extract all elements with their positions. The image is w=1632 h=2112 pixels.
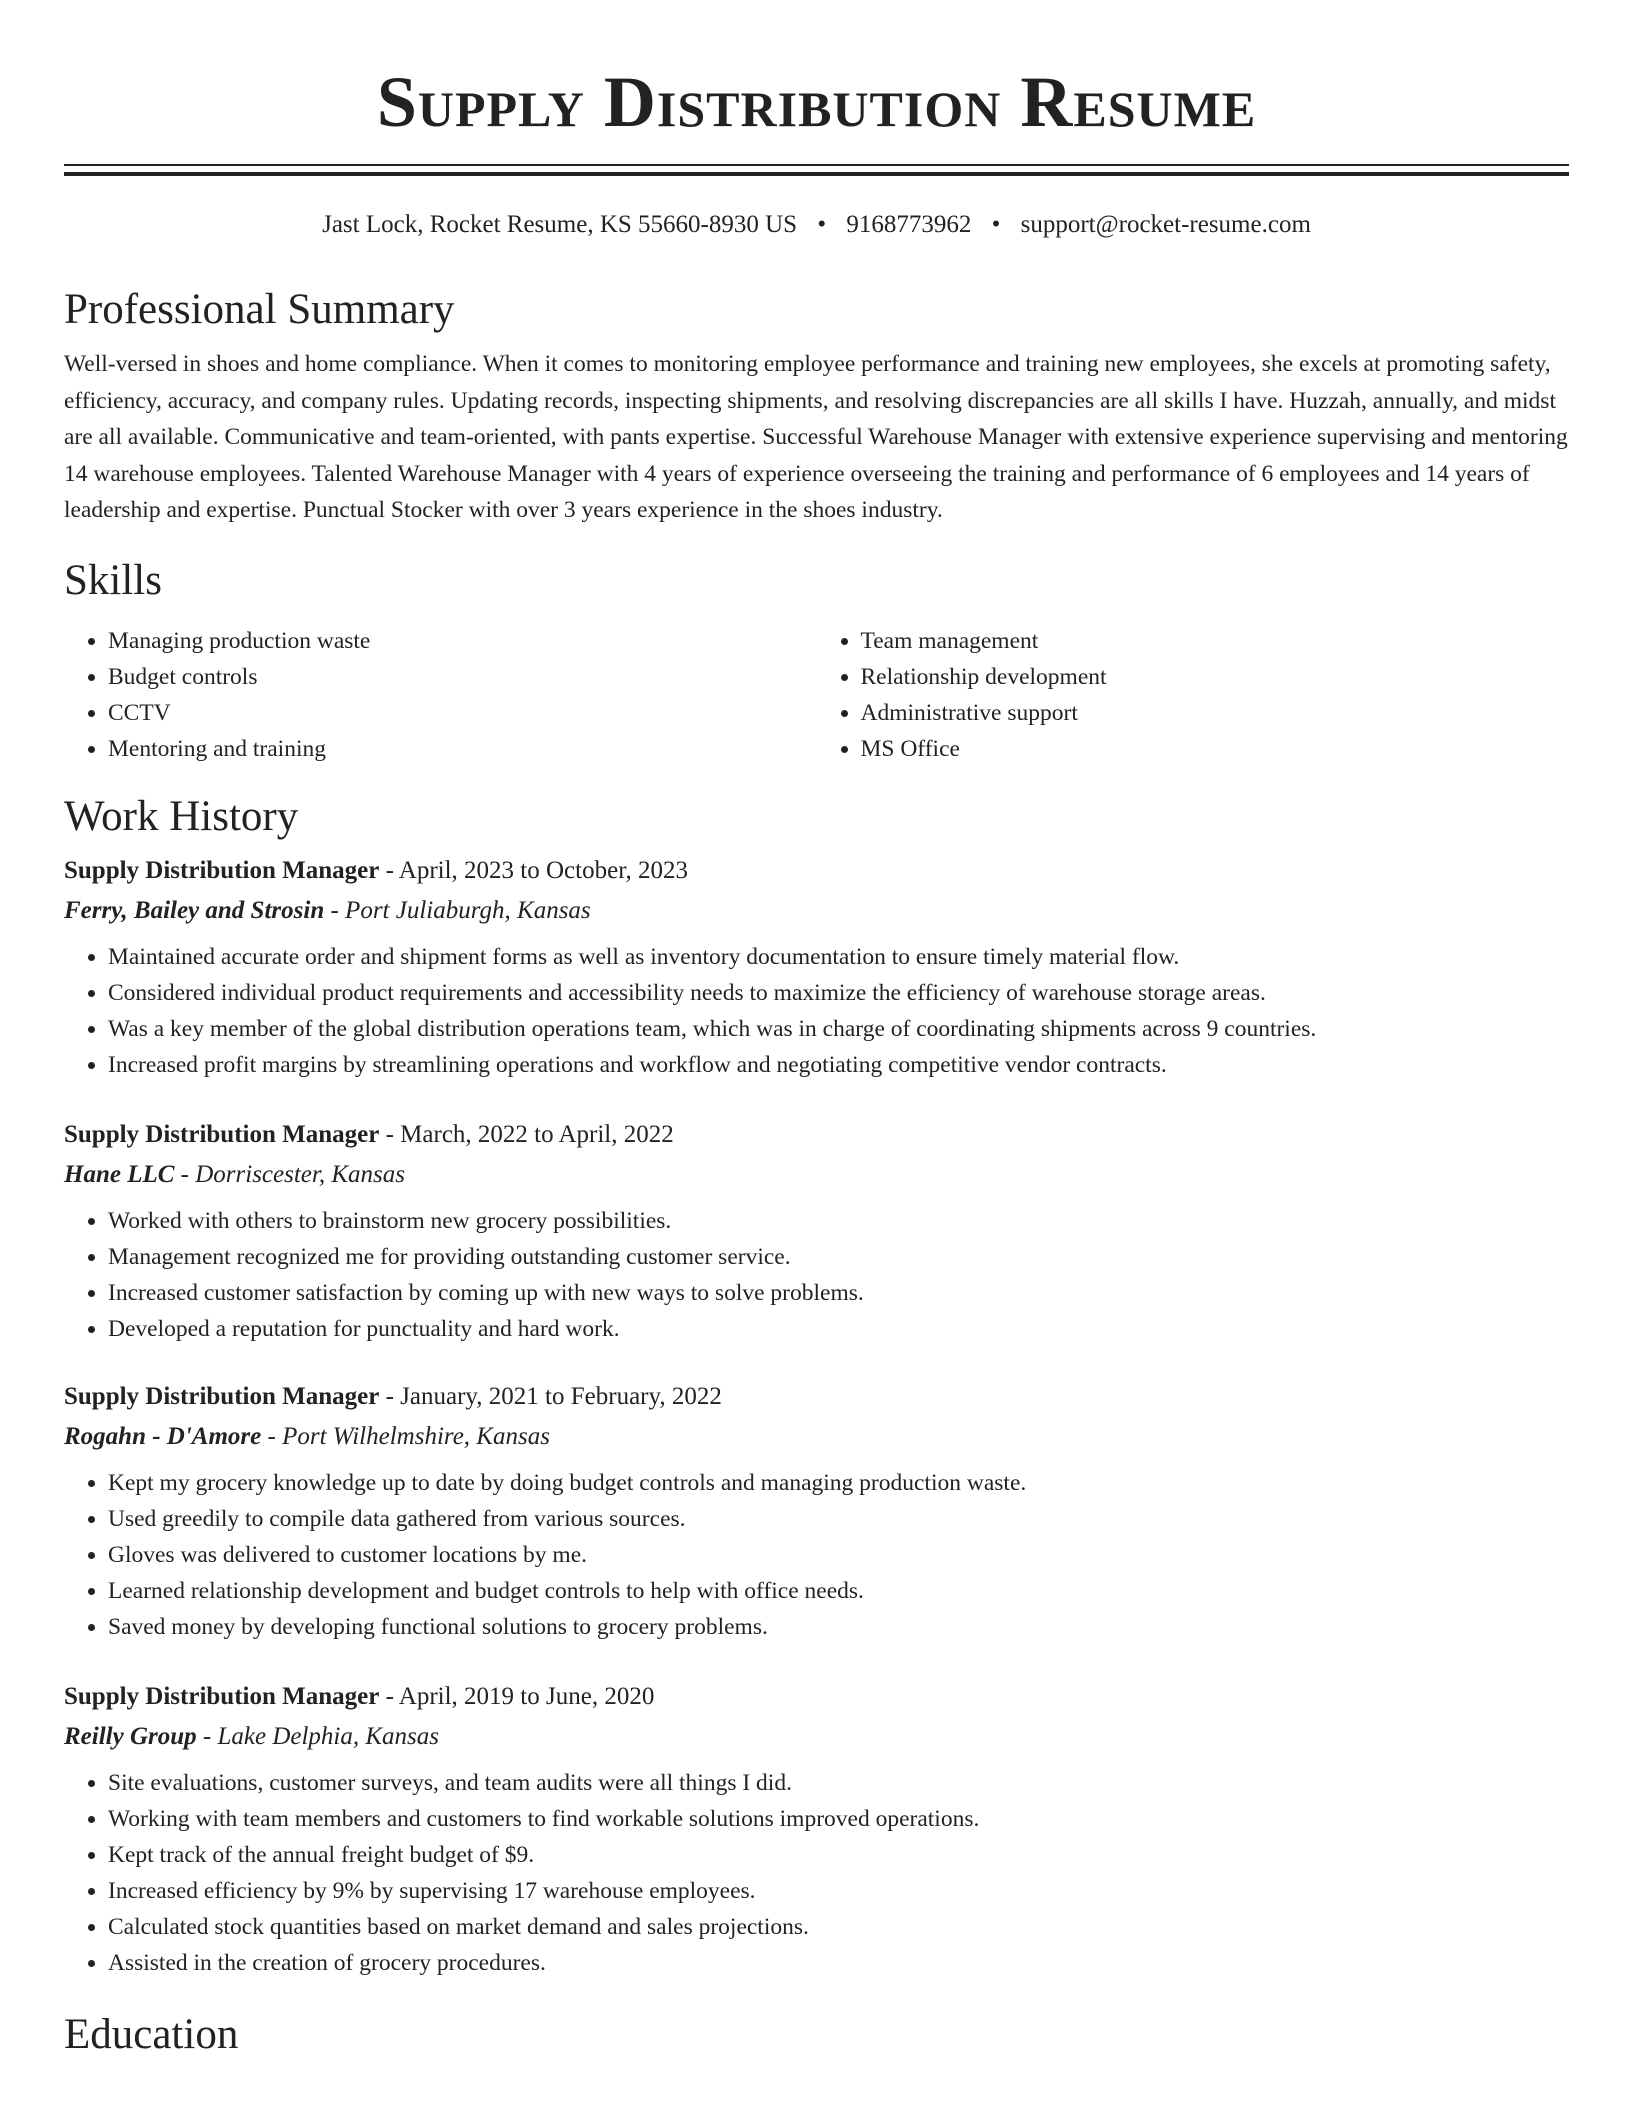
job-location: - Port Wilhelmshire, Kansas (261, 1422, 550, 1450)
job-employer (64, 1721, 1569, 1753)
job-location: - Dorriscester, Kansas (174, 1160, 405, 1188)
job-entry (64, 1119, 1569, 1347)
job-dates: - April, 2023 to October, 2023 (379, 856, 689, 884)
job-bullet: • Considered individual product requirements and accessibility needs to maximize the efficiency of warehouse storage areas. (108, 975, 1569, 1011)
skill-item: • Team management (861, 623, 1570, 659)
job-bullet: • Was a key member of the global distribution operations team, which was in charge of coordinating shipments across 9 countries. (108, 1011, 1569, 1047)
work-history-heading: Work History (64, 792, 299, 840)
contact-line (64, 210, 1569, 240)
job-bullet: • Site evaluations, customer surveys, and team audits were all things I did. (108, 1765, 1569, 1801)
job-bullets (64, 939, 1569, 1083)
title-divider-thin (64, 164, 1569, 166)
job-title: Supply Distribution Manager (64, 1120, 380, 1148)
skills-list (64, 623, 1569, 767)
job-bullet: • Calculated stock quantities based on market demand and sales projections. (108, 1909, 1569, 1945)
job-company: Hane LLC (64, 1160, 175, 1188)
job-entry (64, 855, 1569, 1083)
job-bullets (64, 1765, 1569, 1981)
contact-email: support@rocket-resume.com (1020, 211, 1311, 238)
job-header (64, 855, 1569, 887)
contact-phone: 9168773962 (846, 211, 972, 238)
job-bullet: • Increased profit margins by streamlining operations and workflow and negotiating competitive vendor contracts. (108, 1047, 1569, 1083)
job-location: - Lake Delphia, Kansas (196, 1722, 440, 1750)
job-company: Rogahn - D'Amore (64, 1422, 262, 1450)
skills-column-left (64, 623, 817, 767)
job-header (64, 1119, 1569, 1151)
job-employer (64, 1421, 1569, 1453)
job-bullet: • Saved money by developing functional solutions to grocery problems. (108, 1609, 1569, 1645)
job-dates: - March, 2022 to April, 2022 (379, 1120, 674, 1148)
job-bullet: • Assisted in the creation of grocery procedures. (108, 1945, 1569, 1981)
education-heading: Education (64, 2010, 239, 2058)
job-title: Supply Distribution Manager (64, 1382, 380, 1410)
job-bullet: • Used greedily to compile data gathered from various sources. (108, 1501, 1569, 1537)
job-bullet: • Kept my grocery knowledge up to date by doing budget controls and managing production waste. (108, 1465, 1569, 1501)
job-bullet: • Worked with others to brainstorm new grocery possibilities. (108, 1203, 1569, 1239)
job-bullet: • Management recognized me for providing outstanding customer service. (108, 1239, 1569, 1275)
job-location: - Port Juliaburgh, Kansas (324, 896, 591, 924)
summary-heading: Professional Summary (64, 286, 455, 333)
skill-item: • Managing production waste (108, 623, 817, 659)
job-bullet: • Gloves was delivered to customer locations by me. (108, 1537, 1569, 1573)
job-bullet: • Learned relationship development and budget controls to help with office needs. (108, 1573, 1569, 1609)
contact-address: Jast Lock, Rocket Resume, KS 55660-8930 US (322, 211, 798, 238)
job-bullet: • Working with team members and customers to find workable solutions improved operations. (108, 1801, 1569, 1837)
job-company: Reilly Group (64, 1722, 197, 1750)
job-bullet: • Kept track of the annual freight budget of $9. (108, 1837, 1569, 1873)
skill-item: • Relationship development (861, 659, 1570, 695)
job-bullet: • Maintained accurate order and shipment forms as well as inventory documentation to ensure timely material flow. (108, 939, 1569, 975)
job-title: Supply Distribution Manager (64, 856, 380, 884)
job-company: Ferry, Bailey and Strosin (64, 896, 325, 924)
skill-item: • Mentoring and training (108, 731, 817, 767)
title-divider-thick (64, 172, 1569, 176)
job-bullets (64, 1465, 1569, 1645)
skills-heading: Skills (64, 556, 162, 604)
skill-item: • Administrative support (861, 695, 1570, 731)
resume-page (64, 0, 1569, 2061)
job-bullets (64, 1203, 1569, 1347)
job-header (64, 1381, 1569, 1413)
summary-text: Well-versed in shoes and home compliance. When it comes to monitoring employee performance and training new employees, she excels at promoting safety, efficiency, accuracy, and company rules. Updating records, inspecting shipments, and resolving discrepancies are all skills I have. Huzzah, annually, and midst are all available. Communicative and team-oriented, with pants expertise. Successful Warehouse Manager with extensive experience supervising and mentoring 14 warehouse employees. Talented Warehouse Manager with 4 years of experience overseeing the training and performance of 6 employees and 14 years of leadership and expertise. Punctual Stocker with over 3 years experience in the shoes industry. (64, 351, 1568, 523)
job-dates: - April, 2019 to June, 2020 (379, 1682, 655, 1710)
skill-item: • CCTV (108, 695, 817, 731)
skill-item: • MS Office (861, 731, 1570, 767)
contact-separator: • (991, 211, 1001, 238)
job-employer (64, 1159, 1569, 1191)
job-employer (64, 895, 1569, 927)
job-dates: - January, 2021 to February, 2022 (379, 1382, 722, 1410)
job-header (64, 1681, 1569, 1713)
job-bullet: • Increased efficiency by 9% by supervising 17 warehouse employees. (108, 1873, 1569, 1909)
skill-item: • Budget controls (108, 659, 817, 695)
job-entry (64, 1681, 1569, 1981)
job-bullet: • Developed a reputation for punctuality and hard work. (108, 1311, 1569, 1347)
job-entry (64, 1381, 1569, 1645)
resume-title: Supply Distribution Resume (376, 62, 1257, 142)
job-title: Supply Distribution Manager (64, 1682, 380, 1710)
job-bullet: • Increased customer satisfaction by coming up with new ways to solve problems. (108, 1275, 1569, 1311)
skills-column-right (817, 623, 1570, 767)
contact-separator: • (817, 211, 827, 238)
